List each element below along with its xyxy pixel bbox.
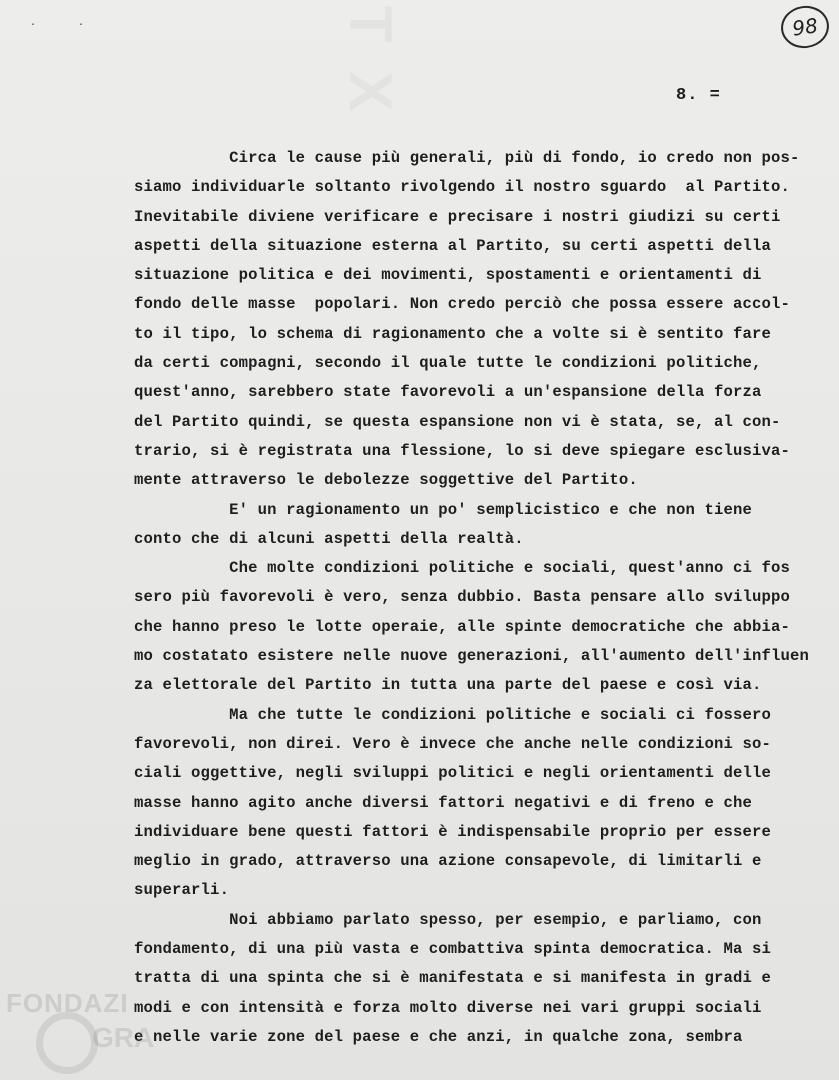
text-line: Inevitabile diviene verificare e precisare i nostri giudizi su certi: [134, 207, 781, 226]
text-line: masse hanno agito anche diversi fattori negativi e di freno e che: [134, 793, 753, 812]
text-line: trario, si è registrata una flessione, lo si deve spiegare esclusiva-: [134, 441, 791, 460]
watermark-logo-2: GRA: [92, 1022, 155, 1053]
text-line: e nelle varie zone del paese e che anzi, in qualche zona, sembra: [134, 1027, 743, 1046]
text-line: favorevoli, non direi. Vero è invece che anche nelle condizioni so-: [134, 734, 772, 753]
text-line: modi e con intensità e forza molto diverse nei vari gruppi sociali: [134, 998, 762, 1017]
text-line: aspetti della situazione esterna al Partito, su certi aspetti della: [134, 236, 772, 255]
text-line: to il tipo, lo schema di ragionamento che a volte si è sentito fare: [134, 324, 772, 343]
text-line: mo costatato esistere nelle nuove generazioni, all'aumento dell'influen: [134, 647, 810, 666]
page-number: 8. =: [676, 86, 721, 105]
watermark-ghost: T X: [337, 6, 404, 118]
watermark-circle: [36, 1012, 98, 1074]
text-line: Circa le cause più generali, più di fondo, io credo non pos-: [134, 149, 800, 167]
text-line: individuare bene questi fattori è indispensabile proprio per essere: [134, 822, 772, 841]
text-line: conto che di alcuni aspetti della realtà.: [134, 529, 524, 548]
folio-stamp: 98: [778, 3, 831, 51]
text-line: situazione politica e dei movimenti, spostamenti e orientamenti di: [134, 266, 762, 285]
text-line: za elettorale del Partito in tutta una parte del paese e così via.: [134, 676, 762, 695]
text-line: sero più favorevoli è vero, senza dubbio. Basta pensare allo sviluppo: [134, 588, 791, 607]
text-line: ciali oggettive, negli sviluppi politici e negli orientamenti delle: [134, 764, 772, 783]
text-line: Ma che tutte le condizioni politiche e sociali ci fossero: [134, 705, 772, 724]
text-line: siamo individuarle soltanto rivolgendo il nostro sguardo al Partito.: [134, 178, 791, 197]
text-line: Noi abbiamo parlato spesso, per esempio, e parliamo, con: [134, 910, 762, 929]
typed-body-text: [134, 144, 824, 1052]
watermark-logo: FONDAZI: [6, 988, 129, 1018]
text-line: Che molte condizioni politiche e sociali, quest'anno ci fos: [134, 559, 791, 578]
text-line: mente attraverso le debolezze soggettive del Partito.: [134, 471, 638, 490]
text-line: del Partito quindi, se questa espansione non vi è stata, se, al con-: [134, 412, 781, 431]
text-line: che hanno preso le lotte operaie, alle spinte democratiche che abbia-: [134, 617, 791, 636]
text-line: E' un ragionamento un po' semplicistico e che non tiene: [134, 500, 753, 519]
scan-marks: · ·: [30, 20, 103, 31]
text-line: tratta di una spinta che si è manifestata e si manifesta in gradi e: [134, 969, 772, 988]
text-line: superarli.: [134, 881, 230, 900]
text-line: fondo delle masse popolari. Non credo perciò che possa essere accol-: [134, 295, 791, 314]
text-line: quest'anno, sarebbero state favorevoli a un'espansione della forza: [134, 383, 762, 402]
text-line: fondamento, di una più vasta e combattiva spinta democratica. Ma si: [134, 940, 772, 959]
text-line: meglio in grado, attraverso una azione consapevole, di limitarli e: [134, 852, 762, 871]
text-line: da certi compagni, secondo il quale tutte le condizioni politiche,: [134, 354, 762, 373]
